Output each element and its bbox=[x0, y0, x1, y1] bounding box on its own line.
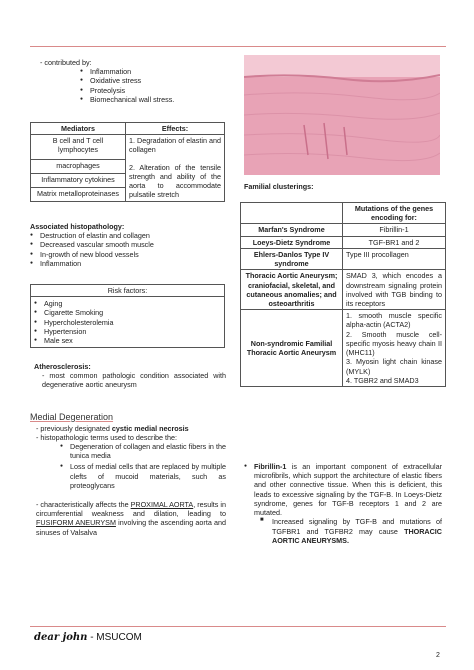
mediators-table bbox=[30, 122, 225, 202]
list-item bbox=[244, 462, 442, 517]
effect-item: 2. Alteration of the tensile strength and ability of the aorta to accommodate pulsatile stretch bbox=[129, 162, 221, 200]
proximal-aorta: PROXIMAL AORTA bbox=[130, 500, 194, 510]
effects-header: Effects: bbox=[126, 123, 225, 135]
risk-factors-list bbox=[34, 299, 221, 345]
medial-degeneration bbox=[30, 412, 226, 537]
footer-script: dear john bbox=[34, 632, 88, 643]
list-item: ● Degeneration of collagen and elastic fibers in the tunica media bbox=[60, 442, 226, 460]
list-item: ● Cigarette Smoking bbox=[34, 308, 221, 317]
syndrome-cell: Marfan's Syndrome bbox=[241, 224, 343, 236]
contributed-by bbox=[40, 58, 225, 104]
list-item: ● Loss of medial cells that are replaced by multiple clefts of mucoid materials, such as proteoglycans bbox=[60, 462, 226, 490]
bottom-rule bbox=[30, 626, 446, 627]
fibrillin-text: is an important component of extracellular microfibrils, which support the architecture of elastic fibers and other connective tissue. When this is deficient, this leads to excessive signaling by the TGF-B. In Loeys-Dietz syndrome, genes for TGF-B receptors 1 and 2 are mutated. bbox=[254, 462, 443, 518]
fibrillin-note bbox=[244, 462, 442, 545]
list-item: ● Oxidative stress bbox=[80, 76, 225, 85]
atherosclerosis-title: Atherosclerosis: bbox=[34, 362, 91, 371]
atherosclerosis bbox=[34, 362, 226, 390]
medial-degeneration-heading: Medial Degeneration bbox=[30, 412, 114, 422]
cystic-medial-necrosis: cystic medial necrosis bbox=[111, 423, 189, 433]
footer bbox=[34, 632, 142, 645]
terms-line: - histopathologic terms used to describe the: bbox=[36, 432, 178, 442]
effect-item: 1. Degradation of elastin and collagen bbox=[129, 136, 221, 155]
list-item: ● Destruction of elastin and collagen bbox=[30, 231, 225, 240]
characteristic-line: - characteristically affects the PROXIMAL AORTA, results in circumferential weakness and dilation, leading to FUSIFORM ANEURYSM involving the ascending aorta and sinuses of Valsalva bbox=[36, 500, 227, 537]
page-number: 2 bbox=[436, 652, 440, 659]
list-item: ■ Increased signaling by TGF-B and mutations of TGFBR1 and TGFBR2 may cause THORACIC AORTIC ANEURYSMS. bbox=[258, 517, 442, 545]
gene-line: 4. TGBR2 and SMAD3 bbox=[346, 375, 419, 385]
histology-svg bbox=[244, 55, 440, 175]
list-item: ● Inflammation bbox=[30, 259, 225, 268]
gene-cell: Fibrillin-1 bbox=[343, 224, 446, 236]
list-item: ● Aging bbox=[34, 299, 221, 308]
risk-factors-table bbox=[30, 284, 225, 348]
syndrome-cell: Non-syndromic Familial Thoracic Aortic Aneurysm bbox=[241, 310, 343, 387]
fibrillin-term: Fibrillin-1 bbox=[254, 462, 287, 471]
list-item: ● Biomechanical wall stress. bbox=[80, 95, 225, 104]
syndrome-cell: Ehlers-Danlos Type IV syndrome bbox=[241, 248, 343, 269]
mediator-cell: Matrix metalloproteinases bbox=[31, 187, 126, 201]
list-item: ● Hypercholesterolemia bbox=[34, 318, 221, 327]
familial-table bbox=[240, 202, 446, 387]
familial-title: Familial clusterings: bbox=[244, 182, 314, 191]
histopathology bbox=[30, 222, 225, 268]
gene-line: 1. smooth muscle specific alpha-actin (ACTA2) bbox=[346, 311, 442, 330]
syndrome-cell: Loeys-Dietz Syndrome bbox=[241, 236, 343, 248]
histopathology-list bbox=[30, 231, 225, 268]
list-item: ● Proteolysis bbox=[80, 86, 225, 95]
mediators-header: Mediators bbox=[31, 123, 126, 135]
histopathology-title: Associated histopathology: bbox=[30, 222, 125, 231]
gene-line: 2. Smooth muscle cell-specific myosis heavy chain II (MHC11) bbox=[346, 329, 442, 358]
gene-line: 3. Myosin light chain kinase (MYLK) bbox=[346, 357, 442, 376]
contributed-by-list bbox=[80, 67, 225, 104]
mediator-cell: Inflammatory cytokines bbox=[31, 173, 126, 187]
gene-cell: SMAD 3, which encodes a downstream signaling protein involved with TGB binding to its receptors bbox=[343, 270, 446, 310]
list-item: ● Inflammation bbox=[80, 67, 225, 76]
genes-header: Mutations of the genes encoding for: bbox=[343, 203, 446, 224]
effects-cell bbox=[126, 135, 225, 201]
gene-cell bbox=[343, 310, 446, 387]
mediator-cell: B cell and T cell lymphocytes bbox=[31, 135, 126, 159]
gene-cell: Type III procollagen bbox=[343, 248, 446, 269]
thoracic-aortic-aneurysms: THORACIC AORTIC ANEURYSMS. bbox=[272, 526, 442, 545]
top-rule bbox=[30, 46, 446, 47]
list-item: ● In-growth of new blood vessels bbox=[30, 250, 225, 259]
syndrome-cell: Thoracic Aortic Aneurysm; craniofacial, skeletal, and cutaneous anomalies; and osteoarthritis bbox=[241, 270, 343, 310]
histology-image bbox=[244, 55, 440, 175]
mediator-cell: macrophages bbox=[31, 159, 126, 173]
list-item: ● Hypertension bbox=[34, 327, 221, 336]
gene-cell: TGF-BR1 and 2 bbox=[343, 236, 446, 248]
contributed-by-label: - contributed by: bbox=[40, 58, 92, 67]
medial-degeneration-list bbox=[60, 442, 226, 490]
footer-text: - MSUCOM bbox=[87, 632, 142, 643]
previously-line: - previously designated cystic medial necrosis bbox=[36, 423, 189, 433]
list-item: ● Male sex bbox=[34, 336, 221, 345]
list-item: ● Decreased vascular smooth muscle bbox=[30, 240, 225, 249]
fusiform-aneurysm: FUSIFORM ANEURYSM bbox=[36, 518, 116, 528]
risk-factors-title: Risk factors: bbox=[31, 285, 225, 297]
atherosclerosis-text: - most common pathologic condition associated with degenerative aortic aneurysm bbox=[42, 371, 226, 390]
